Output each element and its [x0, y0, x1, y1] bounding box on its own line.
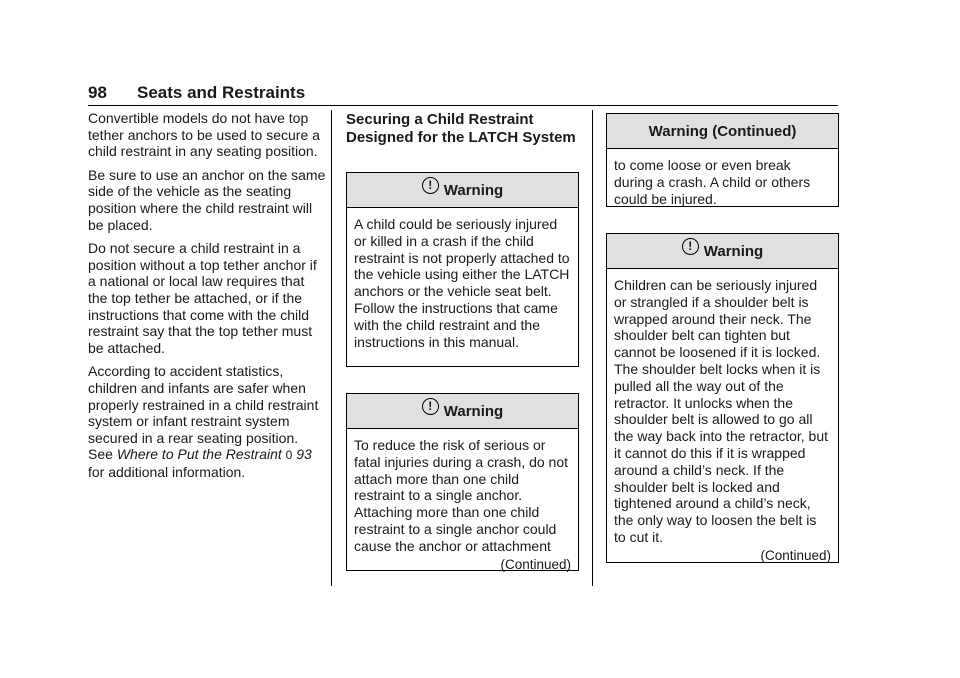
page-ref-arrow-icon: 0	[285, 448, 293, 463]
paragraph: Convertible models do not have top tether anchors to be used to secure a child restraint in any seating position.	[88, 110, 320, 160]
warning-text: A child could be seriously injured or killed in a crash if the child restraint is not properly attached to the vehicle using either the LATCH anchors or the vehicle seat belt. Follow the instructions that came with the child restraint and the instructions in this manual.	[354, 216, 570, 350]
warning-header	[607, 234, 838, 269]
section-heading: Securing a Child Restraint Designed for the LATCH System	[346, 111, 576, 146]
continued-label: (Continued)	[500, 556, 571, 572]
paragraph: Be sure to use an anchor on the same side of the vehicle as the seating position where the child restraint will be placed.	[88, 166, 326, 233]
cross-reference-link[interactable]: Where to Put the Restraint	[116, 446, 282, 463]
alert-icon: !	[422, 398, 439, 415]
warning-box	[346, 393, 579, 571]
page-number: 98	[88, 83, 107, 102]
paragraph	[88, 363, 326, 480]
warning-title: Warning	[443, 402, 504, 420]
warning-body	[607, 269, 838, 571]
warning-title: Warning	[703, 242, 764, 260]
paragraph-text: for additional information.	[88, 463, 246, 480]
paragraph-text: According to accident statistics, children and infants are safer when properly restrained in a child restraint system or infant restraint system secured in a rear seating position. See	[88, 363, 319, 463]
column-divider	[592, 110, 593, 586]
paragraph: Do not secure a child restraint in a position without a top tether anchor if a national or local law requires that the top tether be attached, or if the instructions that come with the child restraint say that the top tether must be attached.	[88, 240, 317, 356]
warning-title: Warning (Continued)	[648, 122, 797, 140]
warning-header	[607, 114, 838, 149]
alert-icon: !	[682, 238, 699, 255]
section-title: Seats and Restraints	[137, 83, 306, 102]
warning-box	[606, 233, 839, 563]
continued-label: (Continued)	[760, 547, 831, 563]
warning-header	[347, 173, 578, 208]
left-column	[88, 110, 326, 487]
warning-box	[606, 113, 839, 207]
warning-header	[347, 394, 578, 429]
warning-text: to come loose or even break during a crash. A child or others could be injured.	[614, 157, 811, 207]
alert-icon: !	[422, 177, 439, 194]
warning-text: Children can be seriously injured or strangled if a shoulder belt is wrapped around their neck. The shoulder belt can tighten but cannot be loosened if it is locked. The shoulder belt locks when it is pulled all the way out of the retractor. It unlocks when the shoulder belt is allowed to go all the way back into the retractor, but it cannot do this if it is wrapped around a child’s neck. If the shoulder belt is locked and tightened around a child’s neck, the only way to loosen the belt is to cut it.	[614, 277, 829, 545]
warning-box	[346, 172, 579, 367]
column-divider	[331, 110, 332, 586]
page-header	[88, 83, 838, 106]
warning-title: Warning	[443, 181, 504, 199]
warning-body	[347, 429, 578, 579]
warning-text: To reduce the risk of serious or fatal injuries during a crash, do not attach more than one child restraint to a single anchor. Attaching more than one child restraint to a single anchor could cause the anchor or attachment	[354, 437, 569, 554]
page-reference[interactable]: 93	[296, 446, 312, 463]
